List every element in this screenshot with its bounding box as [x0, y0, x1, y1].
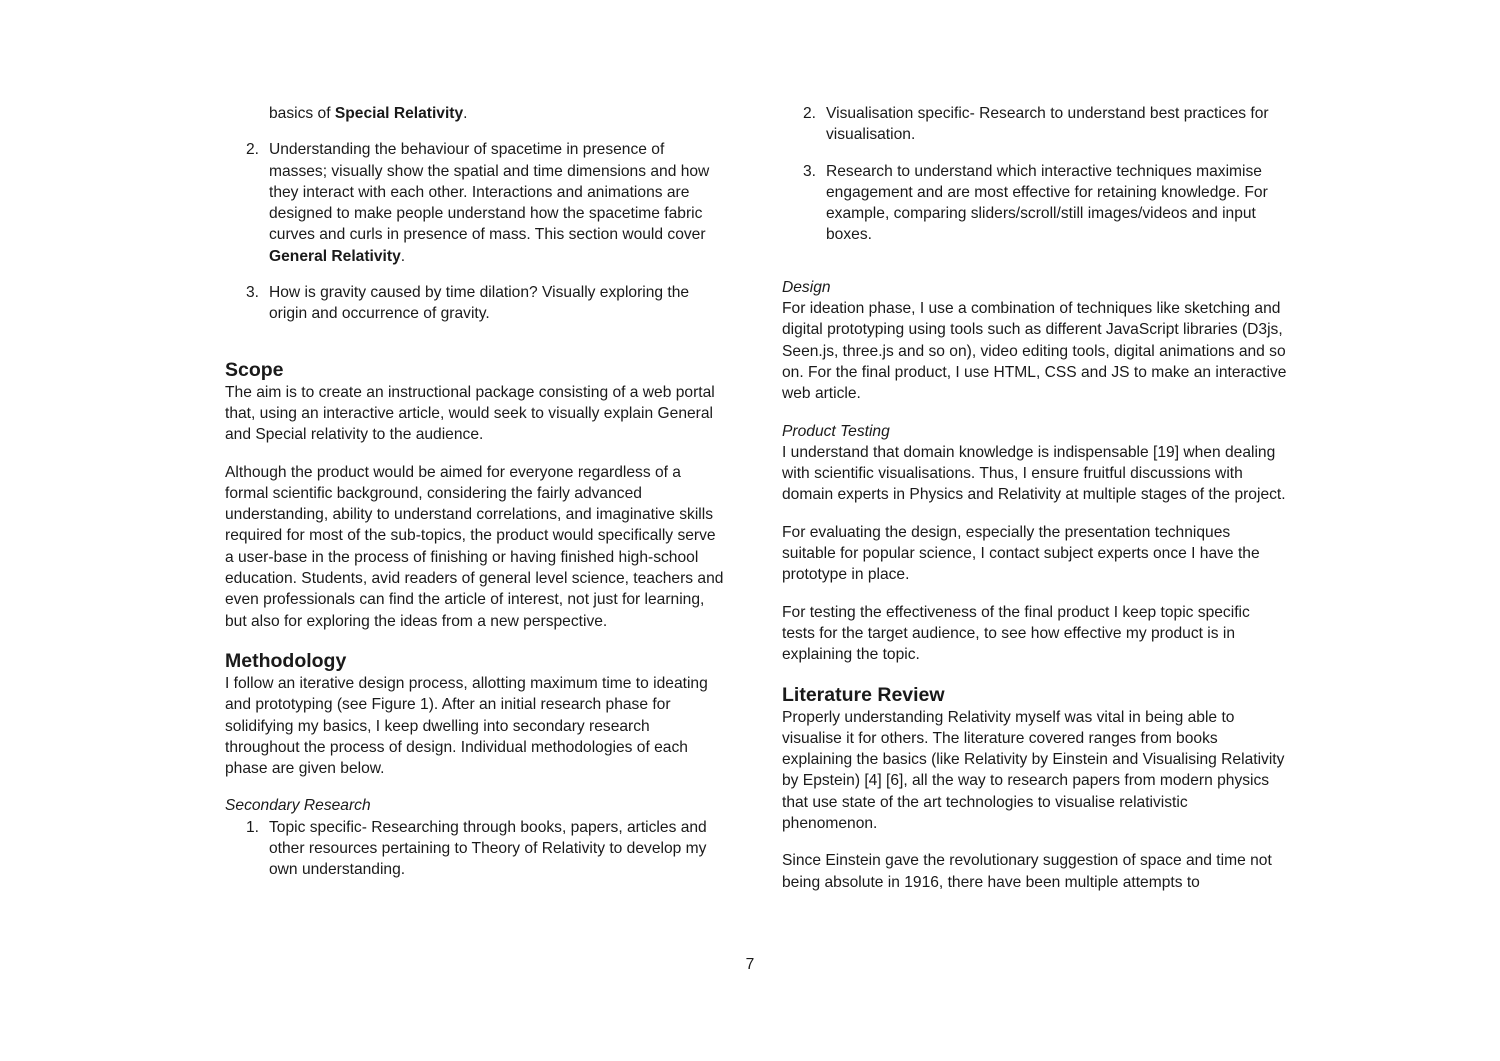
left-column: [225, 103, 725, 881]
product-testing-paragraph-1: I understand that domain knowledge is indispensable [19] when dealing with scientific visualisations. Thus, I ensure fruitful discussions with domain experts in Physics and Relativity at multiple stages of the project.: [782, 443, 1286, 504]
bold-term-special-relativity: Special Relativity: [334, 105, 464, 122]
list-item: 2. Understanding the behaviour of spacetime in presence of masses; visually show the spatial and time dimensions and how they interact with each other. Interactions and animations are designed to make people understand how the spacetime fabric curves and curls in presence of mass. This section would cover General Relativity.: [246, 141, 710, 265]
bold-term-general-relativity: General Relativity: [269, 247, 401, 265]
subheading-design: Design: [782, 278, 831, 296]
page-number: 7: [745, 956, 755, 973]
list-item: 1. Topic specific- Researching through books, papers, articles and other resources pertaining to Theory of Relativity to develop my own understanding.: [246, 818, 707, 879]
section-heading-scope: Scope: [225, 358, 284, 381]
product-testing-paragraph-2: For evaluating the design, especially the presentation techniques suitable for popular science, I contact subject experts once I have the prototype in place.: [782, 523, 1260, 584]
list-item: 3. How is gravity caused by time dilation? Visually exploring the origin and occurrence of gravity.: [246, 284, 690, 323]
literature-review-paragraph-2: Since Einstein gave the revolutionary suggestion of space and time not being absolute in 1916, there have been multiple attempts to: [782, 852, 1272, 891]
research-list-continued: [782, 103, 1287, 246]
scope-paragraph-2: Although the product would be aimed for everyone regardless of a formal scientific background, considering the fairly advanced understanding, ability to understand correlations, and imaginative skills required for most of the sub-topics, the product would specifically serve a user-base in the process of finishing or having finished high-school education. Students, avid readers of general level science, teachers and even professionals can find the article of interest, not just for learning, but also for exploring the ideas from a new perspective.: [225, 463, 724, 630]
secondary-research-list: [225, 817, 725, 881]
list-item: 2. Visualisation specific- Research to understand best practices for visualisation.: [803, 105, 1269, 144]
goals-list: [225, 139, 725, 324]
list-item: 3. Research to understand which interactive techniques maximise engagement and are most effective for retaining knowledge. For example, comparing sliders/scroll/still images/videos and input boxes.: [803, 162, 1268, 244]
subheading-product-testing: Product Testing: [782, 422, 890, 440]
section-heading-methodology: Methodology: [225, 649, 347, 672]
right-column: [782, 103, 1287, 893]
literature-review-paragraph-1: Properly understanding Relativity myself was vital in being able to visualise it for others. The literature covered ranges from books explaining the basics (like Relativity by Einstein and Visualising Relativity by Epstein) [4] [6], all the way to research papers from modern physics that use state of the art technologies to visualise relativistic phenomenon.: [782, 708, 1285, 833]
methodology-paragraph: I follow an iterative design process, allotting maximum time to ideating and prototyping (see Figure 1). After an initial research phase for solidifying my basics, I keep dwelling into secondary research throughout the process of design. Individual methodologies of each phase are given below.: [225, 674, 708, 778]
scope-paragraph-1: The aim is to create an instructional package consisting of a web portal that, using an interactive article, would seek to visually explain General and Special relativity to the audience.: [225, 383, 715, 444]
product-testing-paragraph-3: For testing the effectiveness of the final product I keep topic specific tests for the target audience, to see how effective my product is in explaining the topic.: [782, 603, 1250, 664]
section-heading-literature-review: Literature Review: [782, 683, 945, 706]
design-paragraph: For ideation phase, I use a combination of techniques like sketching and digital prototyping using tools such as different JavaScript libraries (D3js, Seen.js, three.js and so on), video editing tools, digital animations and so on. For the final product, I use HTML, CSS and JS to make an interactive web article.: [782, 300, 1287, 403]
subheading-secondary-research: Secondary Research: [225, 797, 371, 815]
continued-list-text: basics of Special Relativity.: [269, 105, 468, 122]
